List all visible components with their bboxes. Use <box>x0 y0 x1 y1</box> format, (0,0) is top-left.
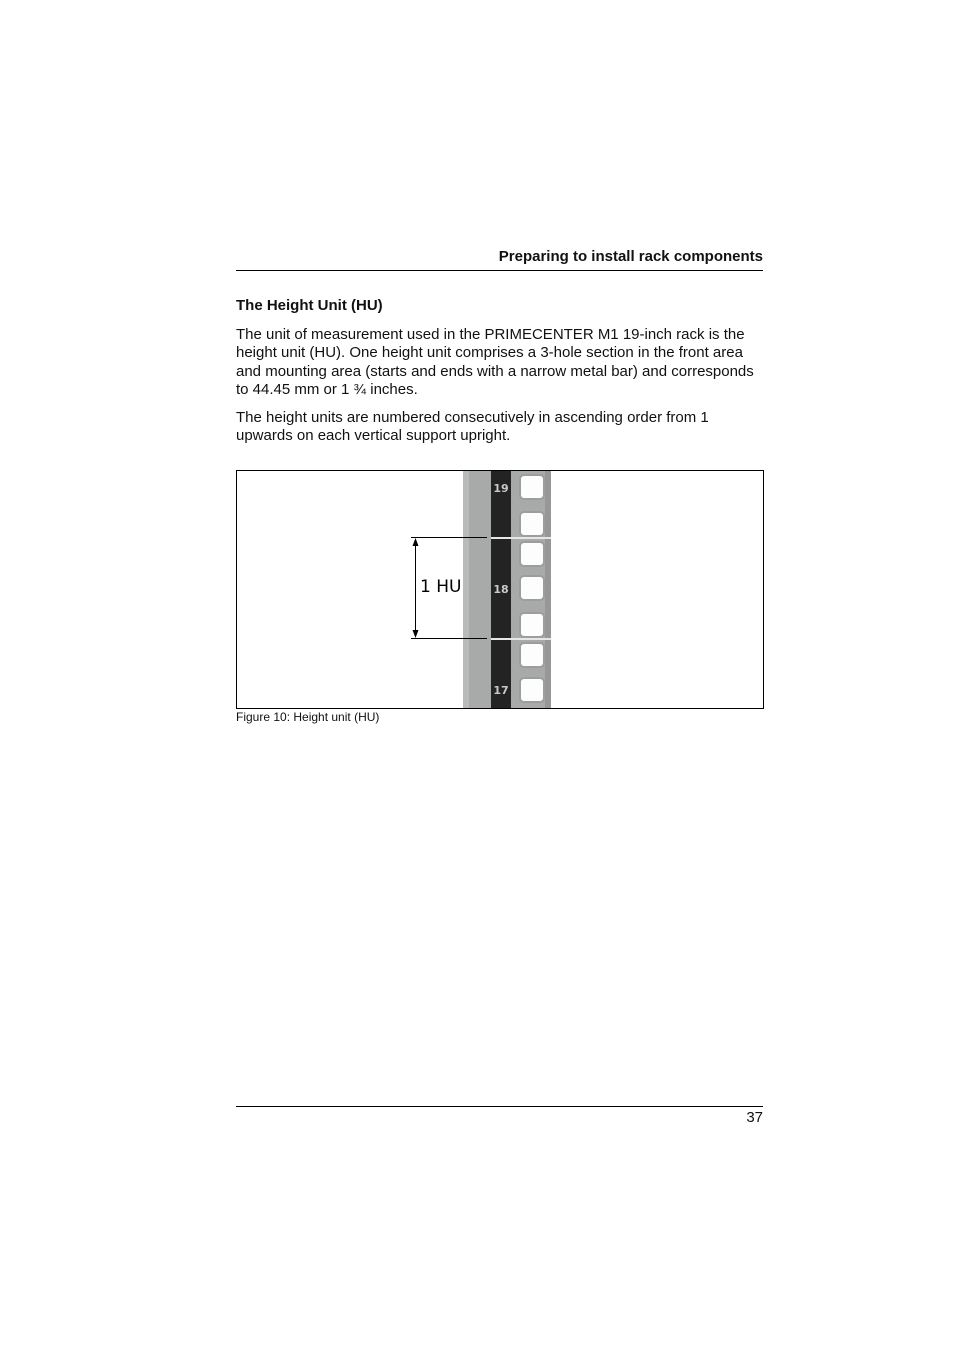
body-paragraph: The unit of measurement used in the PRIMECENTER M1 19-inch rack is the height unit (HU). One height unit comprises a 3-hole section in the front area and mounting area (starts and ends with a narrow metal bar) and corresponds to 44.45 mm or 1 ¾ inches. <box>236 326 754 399</box>
rail-edge <box>545 471 551 708</box>
mounting-hole <box>520 475 544 499</box>
height-unit-illustration <box>237 471 763 708</box>
arrowhead-up-icon <box>413 538 419 546</box>
mounting-hole <box>520 512 544 536</box>
figure-frame <box>236 470 764 709</box>
unit-number: 17 <box>493 684 509 697</box>
rail-shading <box>463 471 469 708</box>
header-rule <box>236 270 763 271</box>
mounting-hole <box>520 678 544 702</box>
body-paragraph: The height units are numbered consecutively in ascending order from 1 upwards on each vertical support upright. <box>236 409 709 445</box>
arrowhead-down-icon <box>413 630 419 638</box>
mounting-hole <box>520 542 544 566</box>
mounting-hole <box>520 576 544 600</box>
hu-label: 1 HU <box>420 577 462 597</box>
section-heading: The Height Unit (HU) <box>236 297 383 314</box>
footer-rule <box>236 1106 763 1107</box>
unit-number: 18 <box>493 583 509 596</box>
page-number: 37 <box>746 1109 763 1126</box>
mounting-hole <box>520 643 544 667</box>
running-header: Preparing to install rack components <box>498 248 763 265</box>
unit-number: 19 <box>493 482 509 495</box>
figure-caption: Figure 10: Height unit (HU) <box>236 710 380 724</box>
mounting-hole <box>520 613 544 637</box>
